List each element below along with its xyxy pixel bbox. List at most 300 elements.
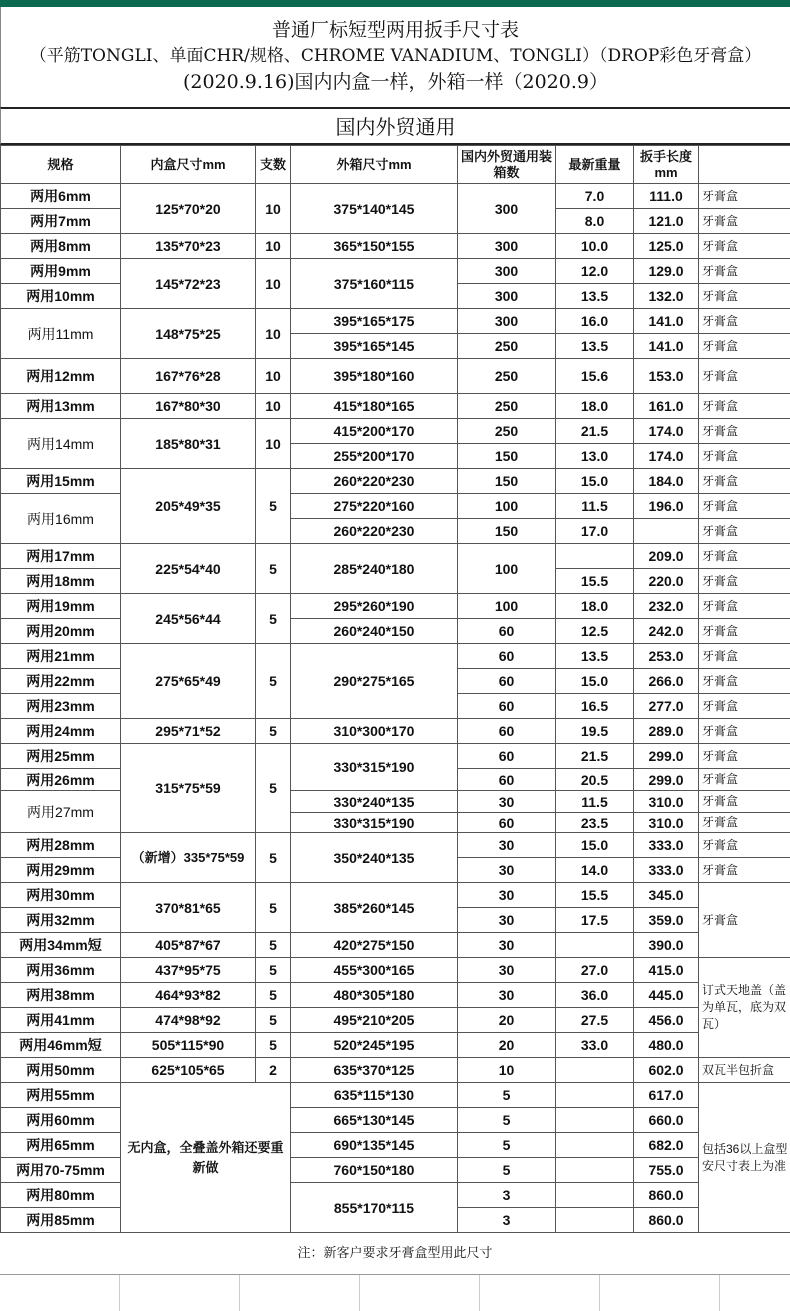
cell-spec: 两用36mm	[1, 958, 121, 983]
cell-spec: 两用28mm	[1, 833, 121, 858]
cell-weight	[556, 544, 634, 569]
cell-spec: 两用14mm	[1, 419, 121, 469]
cell-spec: 两用11mm	[1, 309, 121, 359]
table-row	[1, 544, 790, 569]
cell-length: 277.0	[634, 694, 699, 719]
cell-note: 牙膏盒	[699, 184, 790, 209]
cell-weight	[556, 933, 634, 958]
table-row	[1, 933, 790, 958]
cell-outer-box: 635*370*125	[291, 1058, 458, 1083]
cell-spec: 两用13mm	[1, 394, 121, 419]
cell-note: 牙膏盒	[699, 419, 790, 444]
cell-carton-qty: 300	[458, 184, 556, 234]
cell-length: 333.0	[634, 833, 699, 858]
cell-length: 617.0	[634, 1083, 699, 1108]
header-outer-box: 外箱尺寸mm	[291, 146, 458, 184]
cell-length: 333.0	[634, 858, 699, 883]
cell-length: 456.0	[634, 1008, 699, 1033]
cell-outer-box: 690*135*145	[291, 1133, 458, 1158]
cell-carton-qty: 60	[458, 619, 556, 644]
cell-weight	[556, 1208, 634, 1233]
cell-outer-box: 395*165*175	[291, 309, 458, 334]
cell-spec: 两用16mm	[1, 494, 121, 544]
cell-carton-qty: 250	[458, 394, 556, 419]
cell-weight: 18.0	[556, 394, 634, 419]
cell-outer-box: 290*275*165	[291, 644, 458, 719]
cell-length: 345.0	[634, 883, 699, 908]
cell-inner-box: 148*75*25	[121, 309, 256, 359]
header-inner-box: 内盒尺寸mm	[121, 146, 256, 184]
cell-outer-box: 760*150*180	[291, 1158, 458, 1183]
cell-length: 129.0	[634, 259, 699, 284]
cell-length	[634, 519, 699, 544]
cell-length: 359.0	[634, 908, 699, 933]
cell-weight	[556, 1158, 634, 1183]
cell-inner-box: 474*98*92	[121, 1008, 256, 1033]
cell-spec: 两用55mm	[1, 1083, 121, 1108]
cell-carton-qty: 250	[458, 419, 556, 444]
cell-weight: 15.6	[556, 359, 634, 394]
cell-spec: 两用27mm	[1, 791, 121, 833]
cell-outer-box: 260*220*230	[291, 519, 458, 544]
cell-weight: 12.5	[556, 619, 634, 644]
table-row	[1, 983, 790, 1008]
cell-spec: 两用19mm	[1, 594, 121, 619]
cell-inner-box: 275*65*49	[121, 644, 256, 719]
table-row	[1, 1108, 790, 1133]
cell-carton-qty: 250	[458, 334, 556, 359]
cell-carton-qty: 30	[458, 983, 556, 1008]
table-row	[1, 1083, 790, 1108]
cell-length: 445.0	[634, 983, 699, 1008]
cell-length: 310.0	[634, 813, 699, 833]
cell-spec: 两用12mm	[1, 359, 121, 394]
cell-carton-qty: 150	[458, 519, 556, 544]
cell-spec: 两用34mm短	[1, 933, 121, 958]
cell-length: 310.0	[634, 791, 699, 813]
cell-length: 480.0	[634, 1033, 699, 1058]
cell-note: 牙膏盒	[699, 334, 790, 359]
cell-count: 10	[256, 309, 291, 359]
cell-carton-qty: 100	[458, 544, 556, 594]
table-row	[1, 833, 790, 858]
cell-count: 10	[256, 259, 291, 309]
cell-carton-qty: 300	[458, 309, 556, 334]
cell-length: 125.0	[634, 234, 699, 259]
table-row	[1, 791, 790, 813]
cell-note: 牙膏盒	[699, 669, 790, 694]
table-row	[1, 619, 790, 644]
cell-count: 5	[256, 594, 291, 644]
cell-note: 双瓦半包折盒	[699, 1058, 790, 1083]
cell-weight: 27.5	[556, 1008, 634, 1033]
cell-count: 5	[256, 719, 291, 744]
size-table	[0, 145, 790, 1233]
cell-spec: 两用70-75mm	[1, 1158, 121, 1183]
cell-spec: 两用15mm	[1, 469, 121, 494]
cell-spec: 两用17mm	[1, 544, 121, 569]
cell-note: 牙膏盒	[699, 791, 790, 813]
cell-length: 141.0	[634, 309, 699, 334]
cell-outer-box: 395*180*160	[291, 359, 458, 394]
cell-weight: 13.5	[556, 284, 634, 309]
cell-carton-qty: 60	[458, 769, 556, 791]
cell-note: 牙膏盒	[699, 259, 790, 284]
cell-length: 299.0	[634, 744, 699, 769]
cell-length: 174.0	[634, 419, 699, 444]
cell-carton-qty: 3	[458, 1208, 556, 1233]
header-note	[699, 146, 790, 184]
cell-weight	[556, 1083, 634, 1108]
cell-length: 153.0	[634, 359, 699, 394]
cell-note: 牙膏盒	[699, 594, 790, 619]
header-count: 支数	[256, 146, 291, 184]
cell-length: 220.0	[634, 569, 699, 594]
cell-outer-box: 855*170*115	[291, 1183, 458, 1233]
cell-inner-box: 245*56*44	[121, 594, 256, 644]
cell-length: 161.0	[634, 394, 699, 419]
header-spec: 规格	[1, 146, 121, 184]
cell-spec: 两用8mm	[1, 234, 121, 259]
table-row	[1, 259, 790, 284]
cell-length: 860.0	[634, 1183, 699, 1208]
cell-inner-box: 167*76*28	[121, 359, 256, 394]
cell-count: 10	[256, 419, 291, 469]
cell-spec: 两用10mm	[1, 284, 121, 309]
cell-outer-box: 480*305*180	[291, 983, 458, 1008]
cell-note: 牙膏盒	[699, 833, 790, 858]
cell-note: 牙膏盒	[699, 813, 790, 833]
cell-note: 牙膏盒	[699, 359, 790, 394]
cell-weight: 15.5	[556, 569, 634, 594]
cell-count: 10	[256, 394, 291, 419]
cell-note: 牙膏盒	[699, 544, 790, 569]
cell-carton-qty: 30	[458, 958, 556, 983]
cell-count: 5	[256, 833, 291, 883]
cell-spec: 两用9mm	[1, 259, 121, 284]
cell-length: 289.0	[634, 719, 699, 744]
cell-carton-qty: 3	[458, 1183, 556, 1208]
cell-inner-box: 145*72*23	[121, 259, 256, 309]
cell-count: 5	[256, 744, 291, 833]
cell-length: 209.0	[634, 544, 699, 569]
section-title: 国内外贸通用	[0, 107, 790, 145]
table-row	[1, 1058, 790, 1083]
cell-spec: 两用65mm	[1, 1133, 121, 1158]
cell-carton-qty: 300	[458, 284, 556, 309]
cell-carton-qty: 30	[458, 933, 556, 958]
cell-weight: 17.5	[556, 908, 634, 933]
cell-carton-qty: 5	[458, 1083, 556, 1108]
header-weight: 最新重量	[556, 146, 634, 184]
cell-outer-box: 330*240*135	[291, 791, 458, 813]
cell-note: 牙膏盒	[699, 858, 790, 883]
cell-count: 5	[256, 469, 291, 544]
cell-weight: 11.5	[556, 791, 634, 813]
cell-outer-box: 395*165*145	[291, 334, 458, 359]
cell-count: 5	[256, 883, 291, 933]
cell-length: 682.0	[634, 1133, 699, 1158]
cell-note: 包括36以上盒型安尺寸表上为准	[699, 1083, 790, 1233]
cell-carton-qty: 300	[458, 259, 556, 284]
cell-length: 390.0	[634, 933, 699, 958]
cell-length: 132.0	[634, 284, 699, 309]
table-row	[1, 494, 790, 519]
table-row	[1, 359, 790, 394]
cell-spec: 两用29mm	[1, 858, 121, 883]
cell-outer-box: 330*315*190	[291, 744, 458, 791]
cell-length: 660.0	[634, 1108, 699, 1133]
cell-spec: 两用85mm	[1, 1208, 121, 1233]
cell-carton-qty: 150	[458, 469, 556, 494]
cell-weight	[556, 1183, 634, 1208]
cell-count: 10	[256, 359, 291, 394]
cell-note: 牙膏盒	[699, 569, 790, 594]
cell-carton-qty: 60	[458, 719, 556, 744]
cell-spec: 两用7mm	[1, 209, 121, 234]
cell-outer-box: 295*260*190	[291, 594, 458, 619]
cell-note: 牙膏盒	[699, 769, 790, 791]
cell-carton-qty: 60	[458, 694, 556, 719]
cell-note: 牙膏盒	[699, 719, 790, 744]
cell-weight: 18.0	[556, 594, 634, 619]
cell-note: 牙膏盒	[699, 309, 790, 334]
cell-note: 牙膏盒	[699, 209, 790, 234]
cell-note: 订式天地盖（盖为单瓦，底为双瓦）	[699, 958, 790, 1058]
cell-outer-box: 285*240*180	[291, 544, 458, 594]
cell-inner-box: 295*71*52	[121, 719, 256, 744]
cell-carton-qty: 30	[458, 833, 556, 858]
cell-carton-qty: 60	[458, 813, 556, 833]
cell-inner-box: 205*49*35	[121, 469, 256, 544]
cell-inner-box: 225*54*40	[121, 544, 256, 594]
table-row	[1, 1033, 790, 1058]
cell-note: 牙膏盒	[699, 284, 790, 309]
cell-inner-box: 405*87*67	[121, 933, 256, 958]
cell-weight: 20.5	[556, 769, 634, 791]
cell-weight: 15.0	[556, 669, 634, 694]
table-row	[1, 744, 790, 769]
header-length: 扳手长度mm	[634, 146, 699, 184]
cell-outer-box: 260*240*150	[291, 619, 458, 644]
cell-length: 111.0	[634, 184, 699, 209]
cell-count: 5	[256, 544, 291, 594]
cell-inner-box: 625*105*65	[121, 1058, 256, 1083]
cell-note: 牙膏盒	[699, 519, 790, 544]
table-row	[1, 644, 790, 669]
table-row	[1, 309, 790, 334]
cell-length: 299.0	[634, 769, 699, 791]
header-carton-qty: 国内外贸通用装箱数	[458, 146, 556, 184]
cell-weight: 19.5	[556, 719, 634, 744]
cell-inner-box: 505*115*90	[121, 1033, 256, 1058]
cell-outer-box: 385*260*145	[291, 883, 458, 933]
cell-weight: 7.0	[556, 184, 634, 209]
cell-note: 牙膏盒	[699, 234, 790, 259]
cell-inner-box: 135*70*23	[121, 234, 256, 259]
cell-weight: 21.5	[556, 744, 634, 769]
cell-weight: 12.0	[556, 259, 634, 284]
cell-spec: 两用30mm	[1, 883, 121, 908]
cell-spec: 两用23mm	[1, 694, 121, 719]
cell-note: 牙膏盒	[699, 644, 790, 669]
cell-length: 184.0	[634, 469, 699, 494]
cell-outer-box: 275*220*160	[291, 494, 458, 519]
cell-carton-qty: 5	[458, 1133, 556, 1158]
cell-length: 253.0	[634, 644, 699, 669]
cell-length: 755.0	[634, 1158, 699, 1183]
cell-spec: 两用22mm	[1, 669, 121, 694]
cell-inner-box: 437*95*75	[121, 958, 256, 983]
cell-carton-qty: 20	[458, 1008, 556, 1033]
table-row	[1, 469, 790, 494]
cell-spec: 两用6mm	[1, 184, 121, 209]
cell-weight: 36.0	[556, 983, 634, 1008]
cell-note: 牙膏盒	[699, 494, 790, 519]
table-row	[1, 1158, 790, 1183]
cell-outer-box: 375*160*115	[291, 259, 458, 309]
cell-weight: 33.0	[556, 1033, 634, 1058]
cell-inner-box: 185*80*31	[121, 419, 256, 469]
cell-outer-box: 455*300*165	[291, 958, 458, 983]
cell-count: 10	[256, 234, 291, 259]
cell-outer-box: 415*200*170	[291, 419, 458, 444]
table-row	[1, 594, 790, 619]
cell-note: 牙膏盒	[699, 394, 790, 419]
cell-note: 牙膏盒	[699, 444, 790, 469]
cell-spec: 两用26mm	[1, 769, 121, 791]
cell-weight: 13.5	[556, 334, 634, 359]
cell-note: 牙膏盒	[699, 469, 790, 494]
cell-spec: 两用80mm	[1, 1183, 121, 1208]
cell-outer-box: 350*240*135	[291, 833, 458, 883]
cell-outer-box: 420*275*150	[291, 933, 458, 958]
cell-weight: 8.0	[556, 209, 634, 234]
cell-spec: 两用38mm	[1, 983, 121, 1008]
cell-spec: 两用50mm	[1, 1058, 121, 1083]
cell-carton-qty: 30	[458, 908, 556, 933]
cell-outer-box: 415*180*165	[291, 394, 458, 419]
cell-outer-box: 495*210*205	[291, 1008, 458, 1033]
cell-spec: 两用24mm	[1, 719, 121, 744]
cell-length: 121.0	[634, 209, 699, 234]
cell-weight: 15.5	[556, 883, 634, 908]
cell-inner-box: 315*75*59	[121, 744, 256, 833]
cell-inner-box: 167*80*30	[121, 394, 256, 419]
cell-outer-box: 260*220*230	[291, 469, 458, 494]
cell-carton-qty: 100	[458, 594, 556, 619]
cell-length: 415.0	[634, 958, 699, 983]
title-line-3: (2020.9.16)国内内盒一样，外箱一样（2020.9）	[1, 69, 790, 95]
cell-weight: 15.0	[556, 833, 634, 858]
title-line-1: 普通厂标短型两用扳手尺寸表	[1, 17, 790, 43]
cell-spec: 两用18mm	[1, 569, 121, 594]
cell-weight: 10.0	[556, 234, 634, 259]
cell-note: 牙膏盒	[699, 883, 790, 958]
cell-carton-qty: 60	[458, 744, 556, 769]
cell-inner-box: 464*93*82	[121, 983, 256, 1008]
cell-count: 5	[256, 644, 291, 719]
cell-note: 牙膏盒	[699, 619, 790, 644]
cell-weight	[556, 1133, 634, 1158]
cell-length: 266.0	[634, 669, 699, 694]
cell-count: 5	[256, 958, 291, 983]
cell-spec: 两用46mm短	[1, 1033, 121, 1058]
cell-carton-qty: 150	[458, 444, 556, 469]
table-row	[1, 1133, 790, 1158]
cell-length: 141.0	[634, 334, 699, 359]
table-row	[1, 419, 790, 444]
cell-weight: 16.5	[556, 694, 634, 719]
cell-weight: 13.5	[556, 644, 634, 669]
cell-carton-qty: 20	[458, 1033, 556, 1058]
cell-weight: 13.0	[556, 444, 634, 469]
title-line-2: （平筋TONGLI、单面CHR/规格、CHROME VANADIUM、TONGLI）（DROP彩色牙膏盒）	[1, 43, 790, 69]
cell-carton-qty: 300	[458, 234, 556, 259]
cell-outer-box: 520*245*195	[291, 1033, 458, 1058]
cell-weight: 14.0	[556, 858, 634, 883]
cell-weight: 17.0	[556, 519, 634, 544]
cell-weight: 11.5	[556, 494, 634, 519]
cell-spec: 两用41mm	[1, 1008, 121, 1033]
table-row	[1, 394, 790, 419]
cell-length: 860.0	[634, 1208, 699, 1233]
header-row	[1, 146, 790, 184]
cell-carton-qty: 5	[458, 1108, 556, 1133]
cell-spec: 两用25mm	[1, 744, 121, 769]
cell-weight	[556, 1108, 634, 1133]
cell-note: 牙膏盒	[699, 694, 790, 719]
table-row	[1, 958, 790, 983]
cell-carton-qty: 60	[458, 669, 556, 694]
cell-spec: 两用60mm	[1, 1108, 121, 1133]
cell-carton-qty: 30	[458, 791, 556, 813]
table-row	[1, 1183, 790, 1208]
cell-weight: 15.0	[556, 469, 634, 494]
cell-outer-box: 665*130*145	[291, 1108, 458, 1133]
table-row	[1, 184, 790, 209]
cell-length: 602.0	[634, 1058, 699, 1083]
cell-weight	[556, 1058, 634, 1083]
table-row	[1, 883, 790, 908]
cell-carton-qty: 60	[458, 644, 556, 669]
cell-weight: 23.5	[556, 813, 634, 833]
cell-inner-box: 125*70*20	[121, 184, 256, 234]
cell-count: 2	[256, 1058, 291, 1083]
cell-outer-box: 365*150*155	[291, 234, 458, 259]
cell-carton-qty: 5	[458, 1158, 556, 1183]
cell-carton-qty: 10	[458, 1058, 556, 1083]
cell-outer-box: 330*315*190	[291, 813, 458, 833]
cell-outer-box: 310*300*170	[291, 719, 458, 744]
cell-spec: 两用21mm	[1, 644, 121, 669]
cell-weight: 21.5	[556, 419, 634, 444]
cell-carton-qty: 30	[458, 858, 556, 883]
cell-inner-box: 无内盒，全叠盖外箱还要重新做	[121, 1083, 291, 1233]
cell-count: 5	[256, 1033, 291, 1058]
table-row	[1, 234, 790, 259]
cell-outer-box: 375*140*145	[291, 184, 458, 234]
cell-weight: 27.0	[556, 958, 634, 983]
cell-spec: 两用20mm	[1, 619, 121, 644]
cell-length: 196.0	[634, 494, 699, 519]
footer-note: 注：新客户要求牙膏盒型用此尺寸	[0, 1233, 790, 1275]
cell-outer-box: 635*115*130	[291, 1083, 458, 1108]
cell-carton-qty: 30	[458, 883, 556, 908]
cell-outer-box: 255*200*170	[291, 444, 458, 469]
cell-count: 10	[256, 184, 291, 234]
cell-inner-box: 370*81*65	[121, 883, 256, 933]
